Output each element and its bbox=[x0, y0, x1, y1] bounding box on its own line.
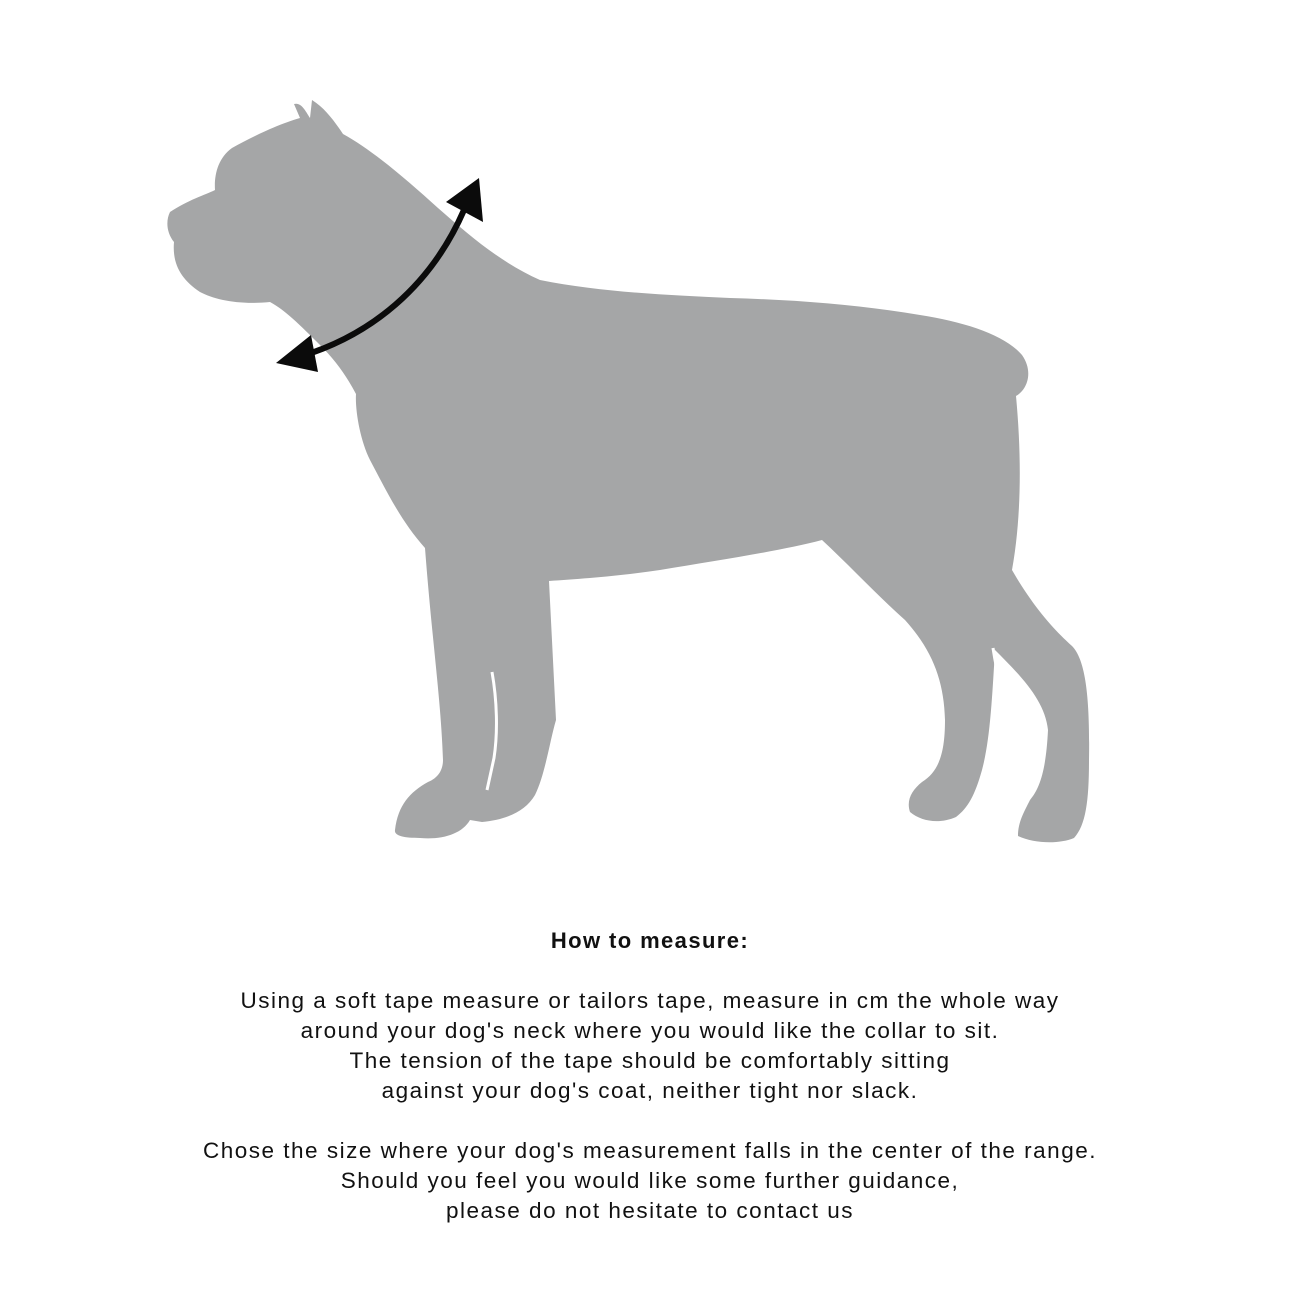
dog-silhouette-icon bbox=[167, 100, 1089, 842]
guidance-line: Should you feel you would like some further guidance, bbox=[340, 1168, 960, 1193]
arrow-head-down bbox=[276, 335, 318, 372]
guidance-line: Chose the size where your dog's measurement falls in the center of the range. bbox=[203, 1138, 1097, 1163]
size-guidance-paragraph bbox=[0, 1136, 1300, 1226]
measuring-paragraph bbox=[0, 986, 1300, 1106]
guidance-line: please do not hesitate to contact us bbox=[446, 1198, 854, 1223]
dog-body-shape bbox=[167, 100, 1089, 842]
instructions-heading: How to measure: bbox=[550, 928, 750, 953]
measuring-instructions bbox=[0, 926, 1300, 1256]
instruction-line: around your dog's neck where you would like the collar to sit. bbox=[300, 1018, 1000, 1043]
instruction-line: Using a soft tape measure or tailors tape, measure in cm the whole way bbox=[240, 988, 1060, 1013]
instruction-line: against your dog's coat, neither tight nor slack. bbox=[381, 1078, 919, 1103]
instruction-line: The tension of the tape should be comfortably sitting bbox=[349, 1048, 951, 1073]
